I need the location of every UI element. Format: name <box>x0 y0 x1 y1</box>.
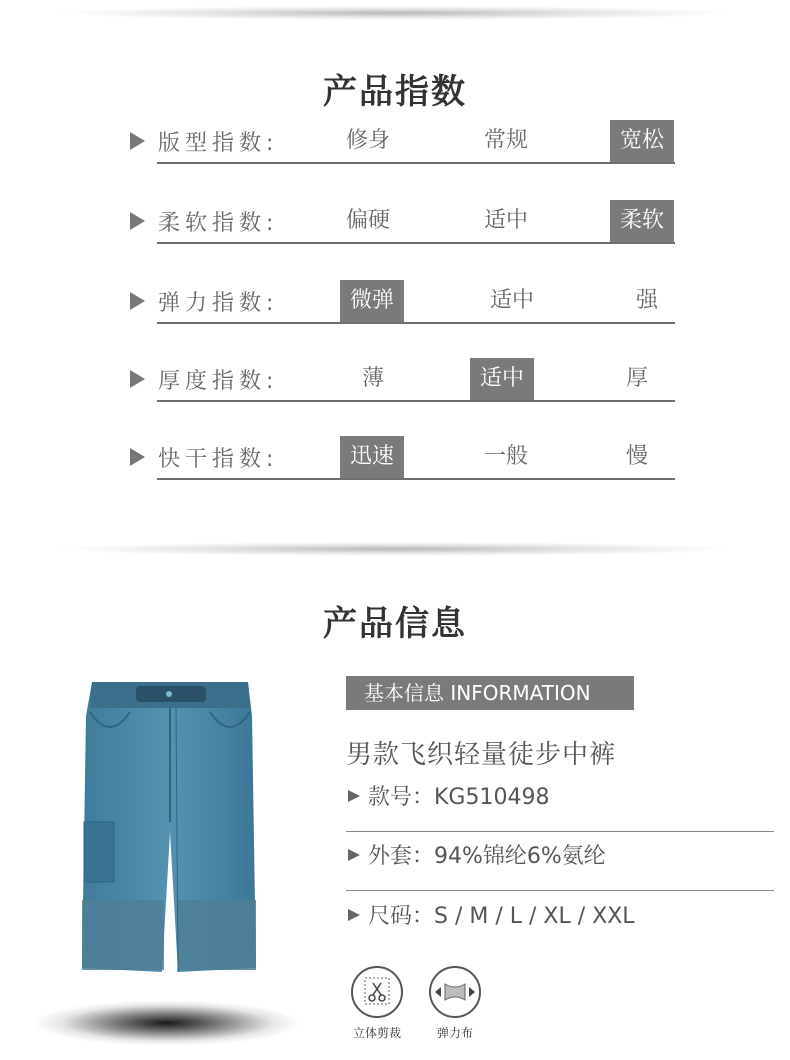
product-image-shorts <box>70 672 270 982</box>
scissors-icon <box>351 966 403 1018</box>
index-option-selected: 迅速 <box>340 436 404 478</box>
index-row-underline <box>157 242 675 244</box>
triangle-bullet-icon <box>348 790 360 802</box>
index-row-label: 柔软指数: <box>158 211 279 236</box>
index-option-selected: 柔软 <box>610 200 674 242</box>
triangle-bullet-icon <box>348 909 360 921</box>
feature-label: 立体剪裁 <box>352 1026 401 1040</box>
index-row-underline <box>157 162 675 164</box>
index-row-underline <box>157 478 675 480</box>
index-row <box>130 358 675 402</box>
feature-3d-tailoring <box>342 966 412 1041</box>
index-option-selected: 微弹 <box>340 280 404 322</box>
play-arrow-icon <box>130 448 145 466</box>
stretch-arrows-icon <box>429 966 481 1018</box>
top-divider-shadow <box>60 6 730 20</box>
index-option: 薄 <box>362 366 385 391</box>
spec-sizes <box>346 891 774 951</box>
spec-text: 尺码：S / M / L / XL / XXL <box>368 904 635 929</box>
index-option: 厚 <box>626 366 649 391</box>
spec-style-number <box>346 772 774 832</box>
index-row <box>130 436 675 480</box>
triangle-bullet-icon <box>348 849 360 861</box>
play-arrow-icon <box>130 370 145 388</box>
index-row <box>130 120 675 164</box>
middle-divider-shadow <box>60 542 730 556</box>
index-option: 适中 <box>484 208 529 233</box>
index-option: 常规 <box>484 128 529 153</box>
index-option: 修身 <box>346 128 391 153</box>
product-ground-shadow <box>32 1000 302 1046</box>
spec-text: 外套：94%锦纶6%氨纶 <box>368 844 606 869</box>
play-arrow-icon <box>130 292 145 310</box>
play-arrow-icon <box>130 212 145 230</box>
spec-material <box>346 831 774 891</box>
index-option: 强 <box>636 288 659 313</box>
index-section-title: 产品指数 <box>323 72 467 112</box>
index-option: 慢 <box>626 444 649 469</box>
index-row-underline <box>157 322 675 324</box>
index-option: 一般 <box>484 444 529 469</box>
index-row-label: 快干指数: <box>158 447 279 472</box>
index-row-underline <box>157 400 675 402</box>
index-option: 偏硬 <box>346 208 391 233</box>
index-option-selected: 宽松 <box>610 120 674 162</box>
index-row-label: 版型指数: <box>158 131 279 156</box>
index-row-label: 弹力指数: <box>158 291 279 316</box>
index-row-label: 厚度指数: <box>158 369 279 394</box>
feature-label: 弹力布 <box>436 1026 473 1040</box>
index-option-selected: 适中 <box>470 358 534 400</box>
index-option: 适中 <box>490 288 535 313</box>
product-name: 男款飞织轻量徒步中裤 <box>346 740 617 770</box>
info-section-title: 产品信息 <box>323 604 467 644</box>
index-row <box>130 200 675 244</box>
spec-text: 款号：KG510498 <box>368 785 550 810</box>
index-row <box>130 280 675 324</box>
info-badge: 基本信息 INFORMATION <box>346 676 634 710</box>
play-arrow-icon <box>130 132 145 150</box>
feature-stretch-fabric <box>420 966 490 1041</box>
